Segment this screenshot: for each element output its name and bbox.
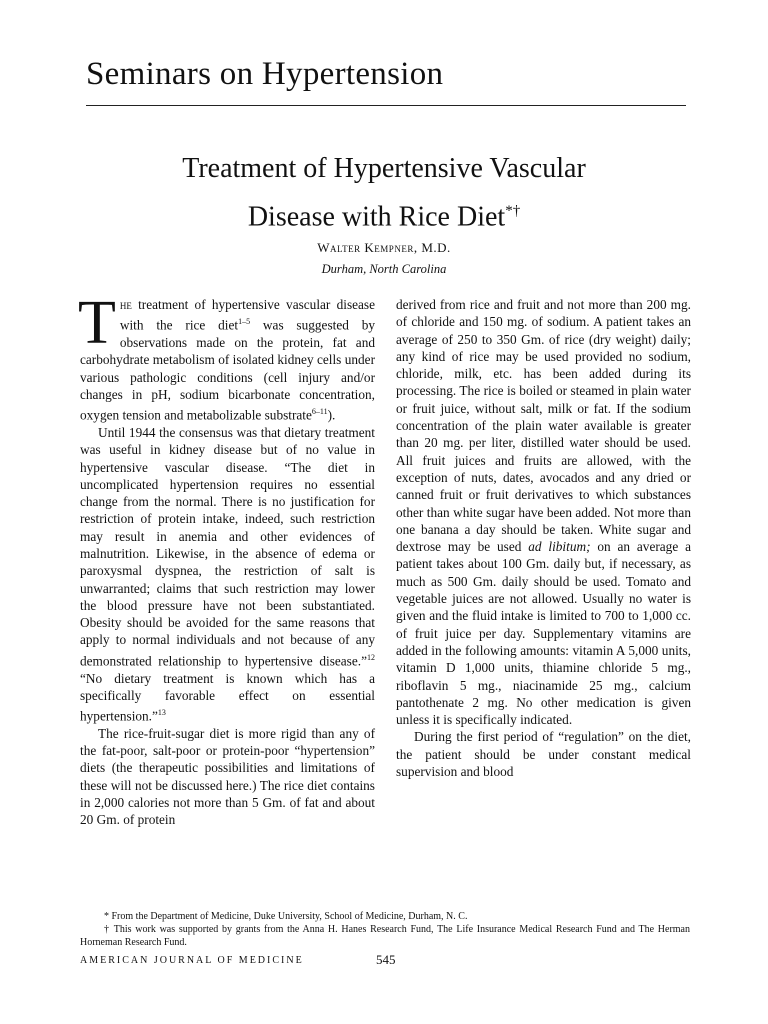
paragraph-intro: The treatment of hypertensive vascular disease with the rice diet$^{1-5}$ was suggested by observations made on the protein, fat and carbohydrate metabolism of isolated kidney cells under various pathologic conditions (cell injury and/or changes in pH, sodium bicarbonate concentration, oxygen tension and metabolizable substrate$^{6-11}$). (78, 289, 375, 423)
footnotes (80, 910, 690, 949)
lead-word: he (119, 297, 132, 312)
series-title: Seminars on Hypertension (86, 56, 444, 92)
author-affiliation: Durham, North Carolina (321, 262, 447, 276)
reference-marker: 13 (157, 708, 166, 718)
paragraph-regulation: During the first period of “regulation” on the diet, the patient should be under constant medical supervision and blood (396, 729, 691, 780)
text-column-right (396, 296, 691, 780)
paragraph-rice-diet: The rice-fruit-sugar diet is more rigid than any of the fat-poor, salt-poor or protein-poor “hypertension” diets (the therapeutic possibilities and limitations of these will not be discussed here.) The rice diet contains in 2,000 calories not more than 5 Gm. of fat and about 20 Gm. of protein (80, 725, 375, 828)
article-title (84, 148, 684, 238)
reference-marker: 6–11 (311, 407, 328, 417)
author-name: Walter Kempner, M.D. (317, 240, 451, 255)
title-footnote-marks: *† (505, 203, 521, 219)
paragraph-rice-diet-continued: derived from rice and fruit and not more than 200 mg. of chloride and 150 mg. of sodium. A patient takes an average of 250 to 350 Gm. of rice (dry weight) daily; any kind of rice may be used provided no sodium, chloride, milk, etc. has been added during its processing. The rice is boiled or steamed in plain water or fruit juice, without salt, milk or fat. If the sodium concentration of the plain water available is greater than 20 mg. per liter, distilled water should be used. All fruit juices and fruits are allowed, with the exception of nuts, dates, avocados and any dried or canned fruit or fruit derivatives to which substances other than white sugar have been added. Not more than one banana a day should be taken. White sugar and dextrose may be used ad libitum; on an average a patient takes about 100 Gm. daily but, if necessary, as much as 500 Gm. daily should be used. Tomato and vegetable juices are not allowed. Usually no water is given and the fluid intake is limited to 700 to 1,000 cc. of fruit juice per day. Supplementary vitamins are added in the following amounts: vitamin A 5,000 units, vitamin D 1,000 units, thiamine chloride 5 mg., riboflavin 5 mg., niacinamide 25 mg., calcium pantothenate 2 mg. No other medication is given unless it is specifically indicated. (396, 297, 691, 728)
title-line-2: Disease with Rice Diet (247, 201, 506, 233)
text-column-left (78, 289, 375, 829)
header-rule (86, 105, 686, 106)
reference-marker: 1–5 (238, 317, 251, 327)
footnote-funding: † This work was supported by grants from the Anna H. Hanes Research Fund, The Life Insurance Medical Research Fund and The Herman Horneman Research Fund. (80, 924, 690, 948)
journal-name: AMERICAN JOURNAL OF MEDICINE (80, 955, 304, 966)
title-line-1: Treatment of Hypertensive Vascular (182, 153, 586, 184)
page-number: 545 (376, 952, 396, 967)
reference-marker: 12 (367, 652, 375, 662)
paragraph-consensus: Until 1944 the consensus was that dietary treatment was useful in kidney disease but of no value in hypertensive vascular disease. “The diet in uncomplicated hypertension requires no essential change from the normal. There is no justification for restriction of protein intake, indeed, such restriction may result in anemia and other evidences of malnutrition. Likewise, in the absence of edema or paroxysmal dyspnea, the restriction of salt is unwarranted; claims that such restriction may lower the blood pressure have not been substantiated. Obesity should be avoided for the same reasons that apply to normal individuals and not because of any demonstrated relationship to hypertensive disease.”$^{12}$ “No dietary treatment is known which has a specifically favorable effect on essential hypertension.”$^{13}$ (80, 424, 375, 724)
footnote-affiliation: * From the Department of Medicine, Duke University, School of Medicine, Durham, N. C. (104, 911, 468, 922)
drop-cap: T (78, 289, 116, 357)
